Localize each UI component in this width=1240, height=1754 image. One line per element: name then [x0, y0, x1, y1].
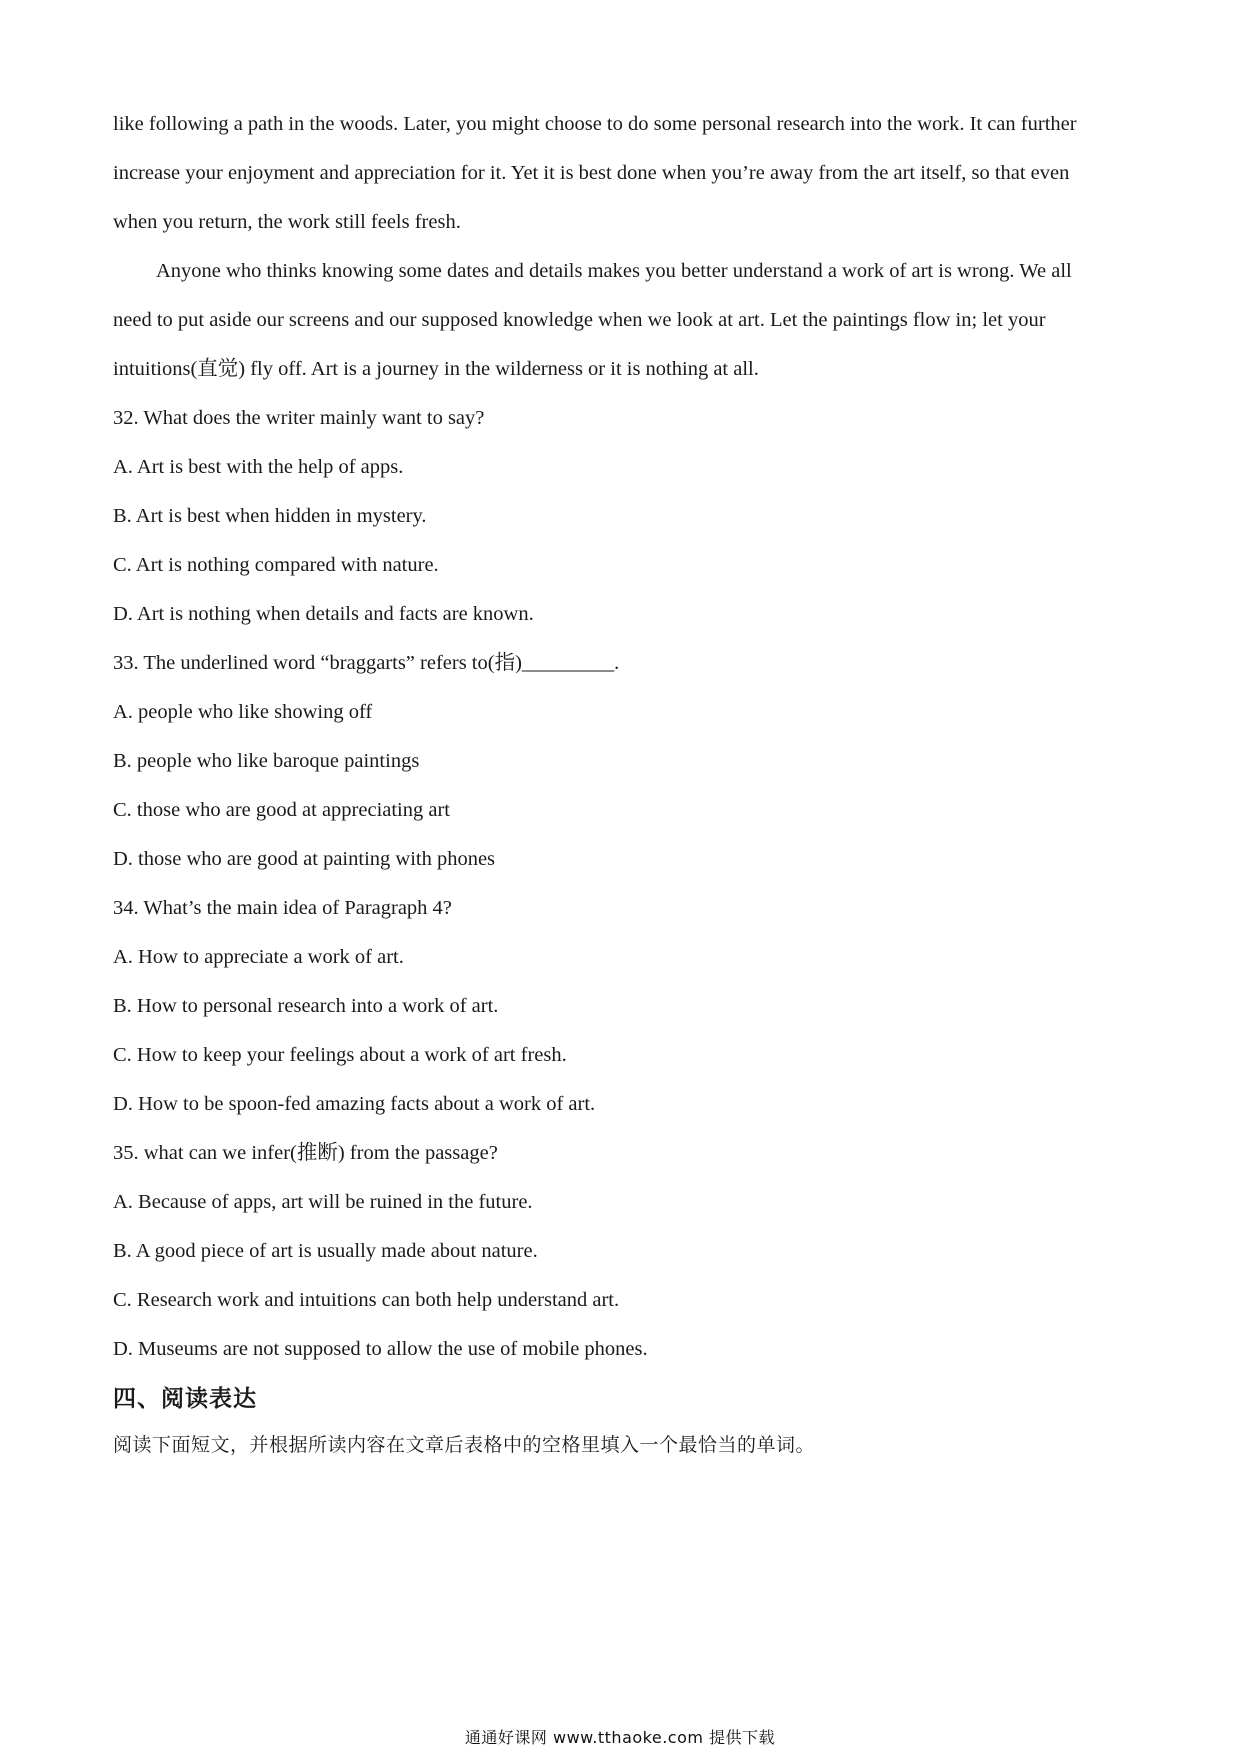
- question-option: C. Research work and intuitions can both help understand art.: [113, 1289, 620, 1311]
- question-option: D. Museums are not supposed to allow the use of mobile phones.: [113, 1338, 648, 1360]
- question-stem: 34. What’s the main idea of Paragraph 4?: [113, 897, 452, 919]
- question-option: C. How to keep your feelings about a work of art fresh.: [113, 1044, 567, 1066]
- question-option: D. those who are good at painting with phones: [113, 848, 496, 870]
- passage-line: like following a path in the woods. Later, you might choose to do some personal research into the work. It can further: [113, 113, 1077, 135]
- question-option: B. people who like baroque paintings: [113, 750, 420, 772]
- question-option: A. Because of apps, art will be ruined in the future.: [113, 1191, 533, 1213]
- question-34: [113, 884, 1133, 1129]
- passage-line: increase your enjoyment and appreciation for it. Yet it is best done when you’re away from the art itself, so that even: [113, 162, 1070, 184]
- question-option: A. Art is best with the help of apps.: [113, 456, 404, 478]
- question-option: D. How to be spoon-fed amazing facts about a work of art.: [113, 1093, 596, 1115]
- passage-paragraph: [113, 247, 1133, 394]
- passage-line: when you return, the work still feels fresh.: [113, 211, 461, 233]
- page-content: [113, 100, 1133, 1468]
- question-option: C. Art is nothing compared with nature.: [113, 554, 439, 576]
- question-stem: 35. what can we infer(推断) from the passage?: [113, 1142, 498, 1164]
- question-stem: 33. The underlined word “braggarts” refers to(指)_________.: [113, 652, 620, 674]
- question-option: B. Art is best when hidden in mystery.: [113, 505, 427, 527]
- question-35: [113, 1129, 1133, 1374]
- page-footer: 通通好课网 www.tthaoke.com 提供下载: [464, 1728, 776, 1747]
- question-33: [113, 639, 1133, 884]
- section-heading: 四、阅读表达: [113, 1385, 257, 1412]
- question-option: B. How to personal research into a work of art.: [113, 995, 499, 1017]
- question-option: C. those who are good at appreciating art: [113, 799, 450, 821]
- passage-line: Anyone who thinks knowing some dates and details makes you better understand a work of art is wrong. We all: [156, 260, 1072, 282]
- passage-line: need to put aside our screens and our supposed knowledge when we look at art. Let the paintings flow in; let your: [113, 309, 1046, 331]
- question-stem: 32. What does the writer mainly want to say?: [113, 407, 485, 429]
- question-option: D. Art is nothing when details and facts are known.: [113, 603, 534, 625]
- question-32: [113, 394, 1133, 639]
- section-instruction: 阅读下面短文，并根据所读内容在文章后表格中的空格里填入一个最恰当的单词。: [113, 1434, 816, 1456]
- passage-paragraph: [113, 100, 1133, 247]
- question-option: A. people who like showing off: [113, 701, 373, 723]
- passage-line: intuitions(直觉) fly off. Art is a journey in the wilderness or it is nothing at all.: [113, 358, 759, 380]
- question-option: B. A good piece of art is usually made about nature.: [113, 1240, 538, 1262]
- question-option: A. How to appreciate a work of art.: [113, 946, 404, 968]
